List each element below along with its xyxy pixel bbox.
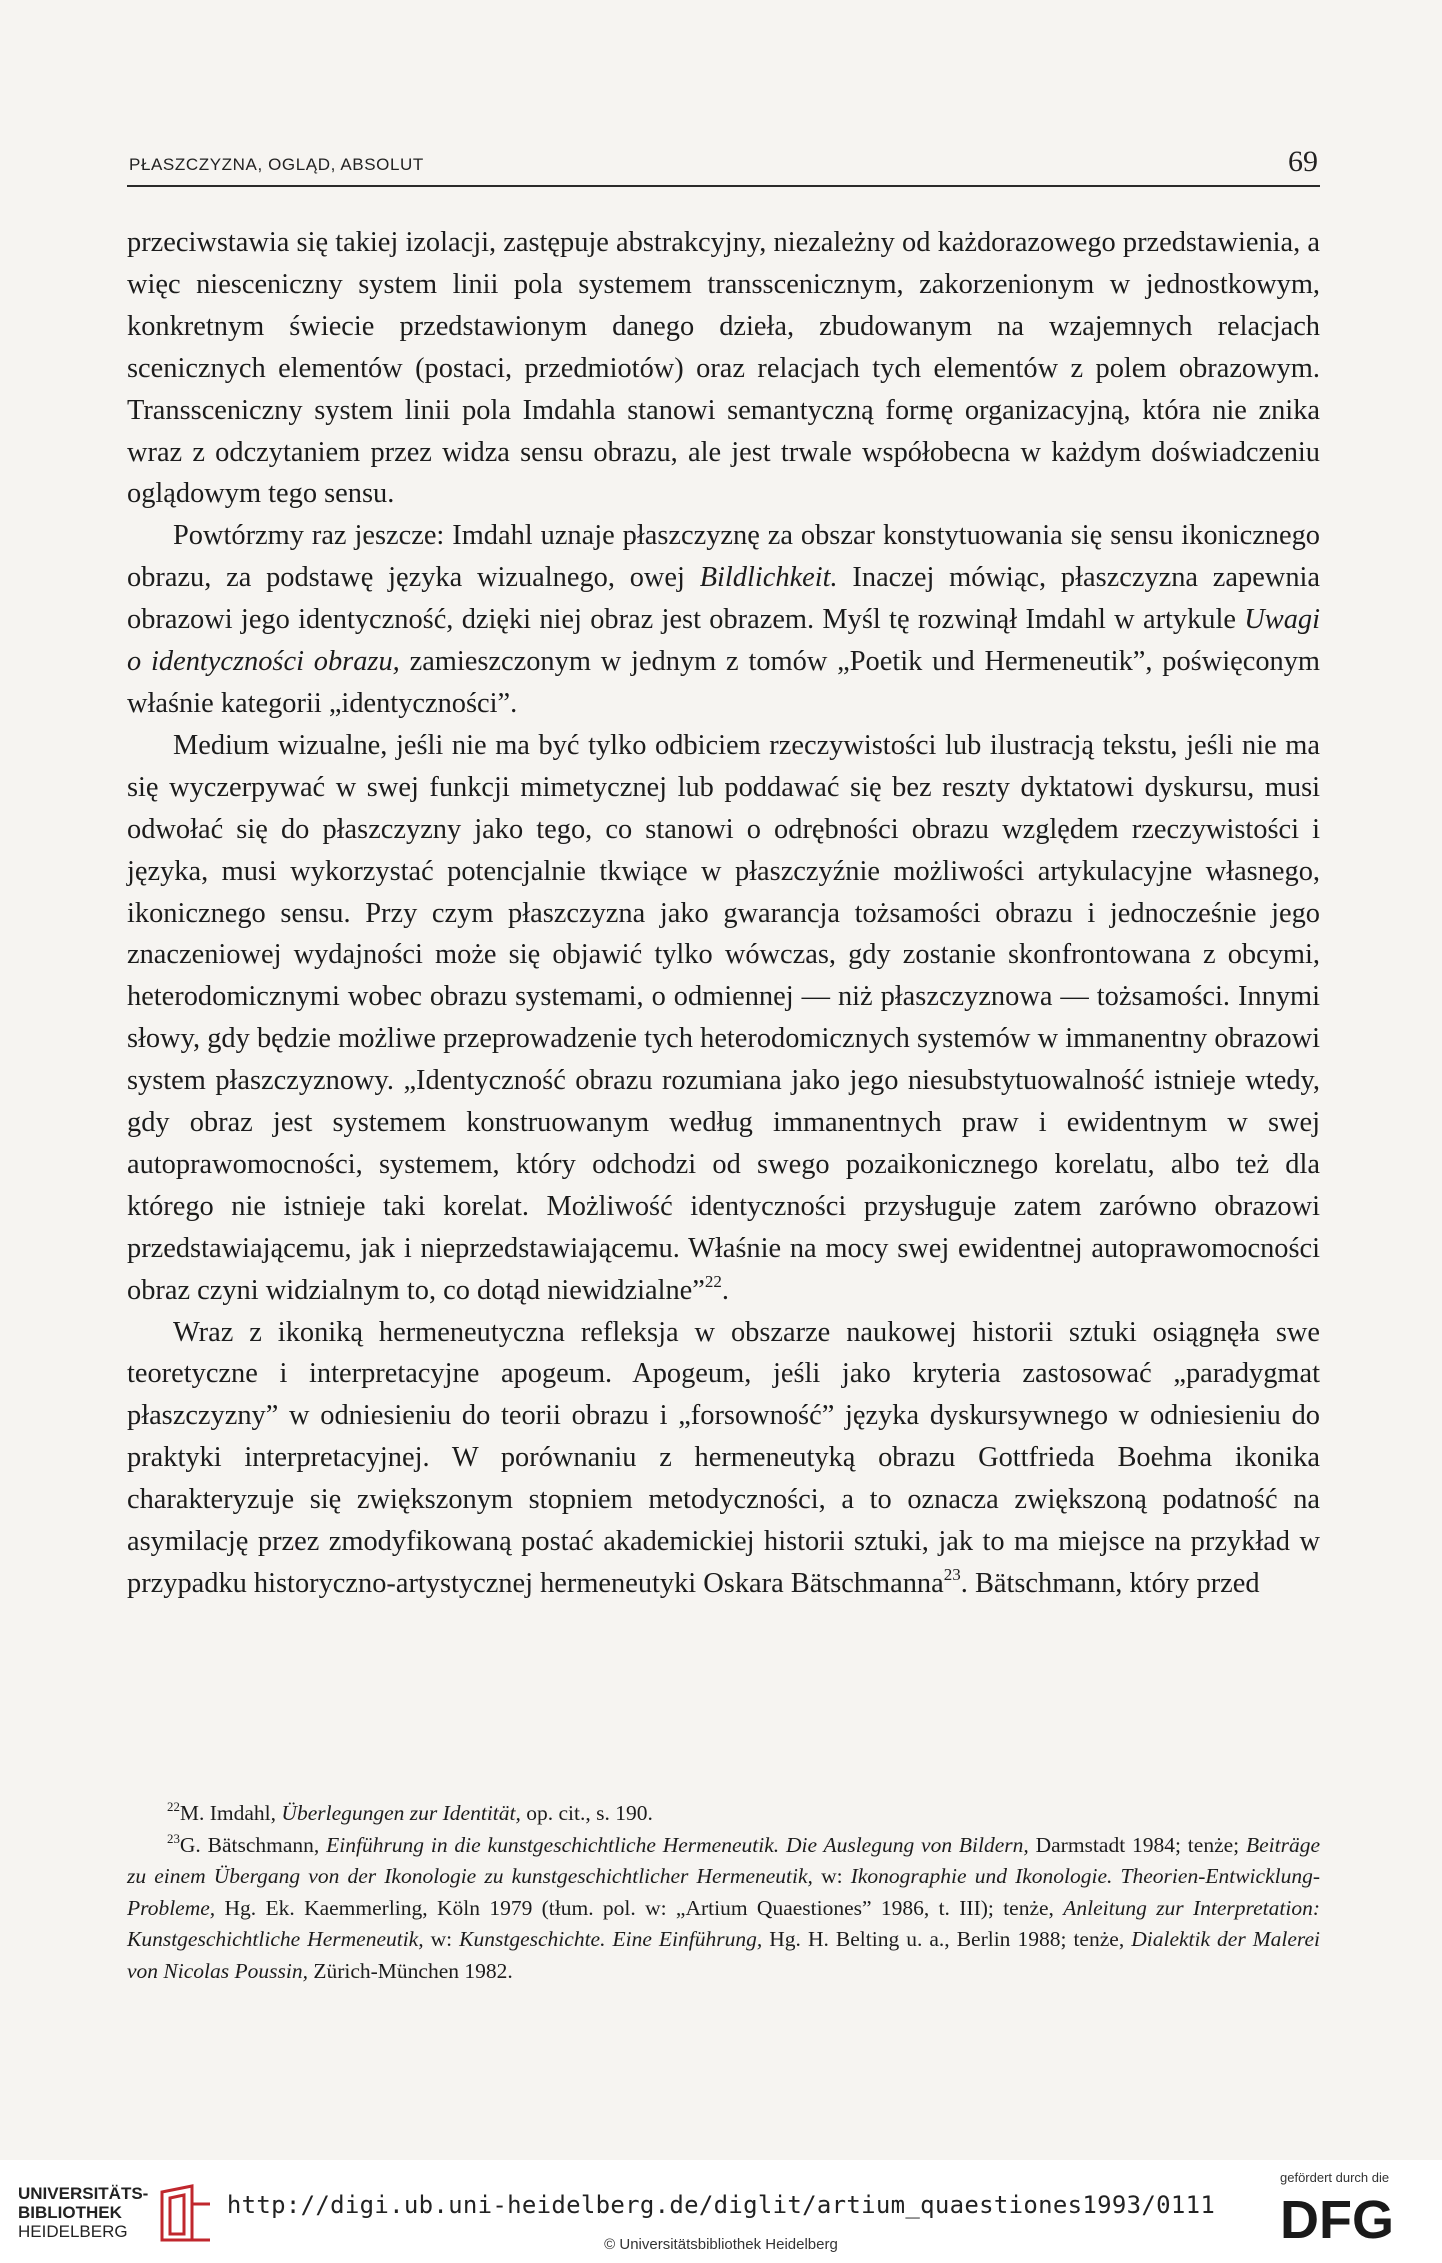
footnotes [127,1798,1320,1987]
funding-caption: gefördert durch die [1280,2170,1390,2185]
body-text [127,222,1320,1605]
italic-title: Uwagi o identyczności obrazu, [127,604,1320,678]
funding-badge[interactable] [1280,2170,1430,2258]
paragraph-4: Wraz z ikoniką hermeneutyczna refleksja w obszarze naukowej historii sztuki osiągnęła swe teoretyczne i interpretacyjne apogeum. Apogeum, jeśli jako kryteria zastosować „paradygmat płaszczyzny” w odniesieniu do teorii obrazu i „forsowność” języka dyskursywnego w odniesieniu do praktyki interpretacyjnej. W porównaniu z hermeneutyką obrazu Gottfrieda Boehma ikonika charakteryzuje się zwiększonym stopniem metodyczności, a to oznacza zwiększoną podatność na asymilację przez zmodyfikowaną postać akademickiej historii sztuki, jak to ma miejsce na przykład w przypadku historyczno-artystycznej hermeneutyki Oskara Bätschmanna$^{23}$. Bätschmann, który przed [127,1316,1320,1599]
paragraph-3: Medium wizualne, jeśli nie ma być tylko odbiciem rzeczywistości lub ilustracją tekstu, jeśli nie ma się wyczerpywać w swej funkcji mimetycznej lub poddawać się bez reszty dyktatowi dyskursu, musi odwołać się do płaszczyzny jako tego, co stanowi o odrębności obrazu względem rzeczywistości i języka, musi wykorzystać potencjalnie tkwiące w płaszczyźnie możliwości artykulacyjne własnego, ikonicznego sensu. Przy czym płaszczyzna jako gwarancja tożsamości obrazu i jednocześnie jego znaczeniowej wydajności może się objawić tylko wówczas, gdy zostanie skonfrontowana z obcymi, heterodomicznymi wobec obrazu systemami, o odmiennej — niż płaszczyznowa — tożsamości. Innymi słowy, gdy będzie możliwe przeprowadzenie tych heterodomicznych systemów w immanentny obrazowi system płaszczyznowy. „Identyczność obrazu rozumiana jako jego niesubstytuowalność istnieje wtedy, gdy obraz jest systemem konstruowanym według immanentnych praw i ewidentnym w swej autoprawomocności, systemem, który odchodzi od swego pozaikonicznego korelatu, albo też dla którego nie istnieje taki korelat. Możliwość identyczności przysługuje zatem zarówno obrazowi przedstawiającemu, jak i nieprzedstawiającemu. Właśnie na mocy swej ewidentnej autoprawomocności obraz czyni widzialnym to, co dotąd niewidzialne”$^{22}$. [127,729,1320,1306]
footnote-ref-22[interactable]: 22 [704,1271,722,1291]
paragraph-2: Powtórzmy raz jeszcze: Imdahl uznaje płaszczyznę za obszar konstytuowania się sensu ikonicznego obrazu, za podstawę języka wizualnego, owej Bildlichkeit. Inaczej mówiąc, płaszczyzna zapewnia obrazowi jego identyczność, dzięki niej obraz jest obrazem. Myśl tę rozwinął Imdahl w artykule Uwagi o identyczności obrazu, zamieszczonym w jednym z tomów „Poetik und Hermeneutik”, poświęconym właśnie kategorii „identyczności”. [127,520,1320,719]
page-number: 69 [1288,145,1318,178]
italic-term: Bildlichkeit. [699,562,838,594]
footnote-ref-23[interactable]: 23 [943,1565,961,1585]
footnote-22: $^{22}$M. Imdahl, Überlegungen zur Identität, op. cit., s. 190. [167,1799,653,1825]
dfg-logo-icon [1280,2192,1420,2244]
footnote-23: $^{23}$G. Bätschmann, Einführung in die kunstgeschichtliche Hermeneutik. Die Auslegung von Bildern, Darmstadt 1984; tenże; Beiträge zu einem Übergang von der Ikonologie zu kunstgeschichtlicher Hermeneutik, w: Ikonographie und Ikonologie. Theorien-Entwicklung-Probleme, Hg. Ek. Kaemmerling, Köln 1979 (tłum. pol. w: „Artium Quaestiones” 1986, t. III); tenże, Anleitung zur Interpretation: Kunstgeschichtliche Hermeneutik, w: Kunstgeschichte. Eine Einführung, Hg. H. Belting u. a., Berlin 1988; tenże, Dialektik der Malerei von Nicolas Poussin, Zürich-München 1982. [127,1831,1320,1983]
permalink-url[interactable]: http://digi.ub.uni-heidelberg.de/diglit/artium_quaestiones1993/0111 [226,2191,1216,2219]
copyright-notice: © Universitätsbibliothek Heidelberg [604,2236,838,2253]
library-name: UNIVERSITÄTS- BIBLIOTHEK HEIDELBERG [18,2184,149,2241]
running-head [127,145,1320,187]
dfg-logo-text: DFG [1280,2192,1394,2244]
paragraph-1: przeciwstawia się takiej izolacji, zastępuje abstrakcyjny, niezależny od każdorazowego przedstawienia, a więc niesceniczny system linii pola systemem transscenicznym, zakorzenionym w jednostkowym, konkretnym świecie przedstawionym danego dzieła, zbudowanym na wzajemnych relacjach scenicznych elementów (postaci, przedmiotów) oraz relacjach tych elementów z polem obrazowym. Transsceniczny system linii pola Imdahla stanowi semantyczną formę organizacyjną, która nie znika wraz z odczytaniem przez widza sensu obrazu, ale jest trwale współobecna w każdym doświadczeniu oglądowym tego sensu. [127,227,1320,510]
running-title: PŁASZCZYZNA, OGLĄD, ABSOLUT [129,155,424,174]
